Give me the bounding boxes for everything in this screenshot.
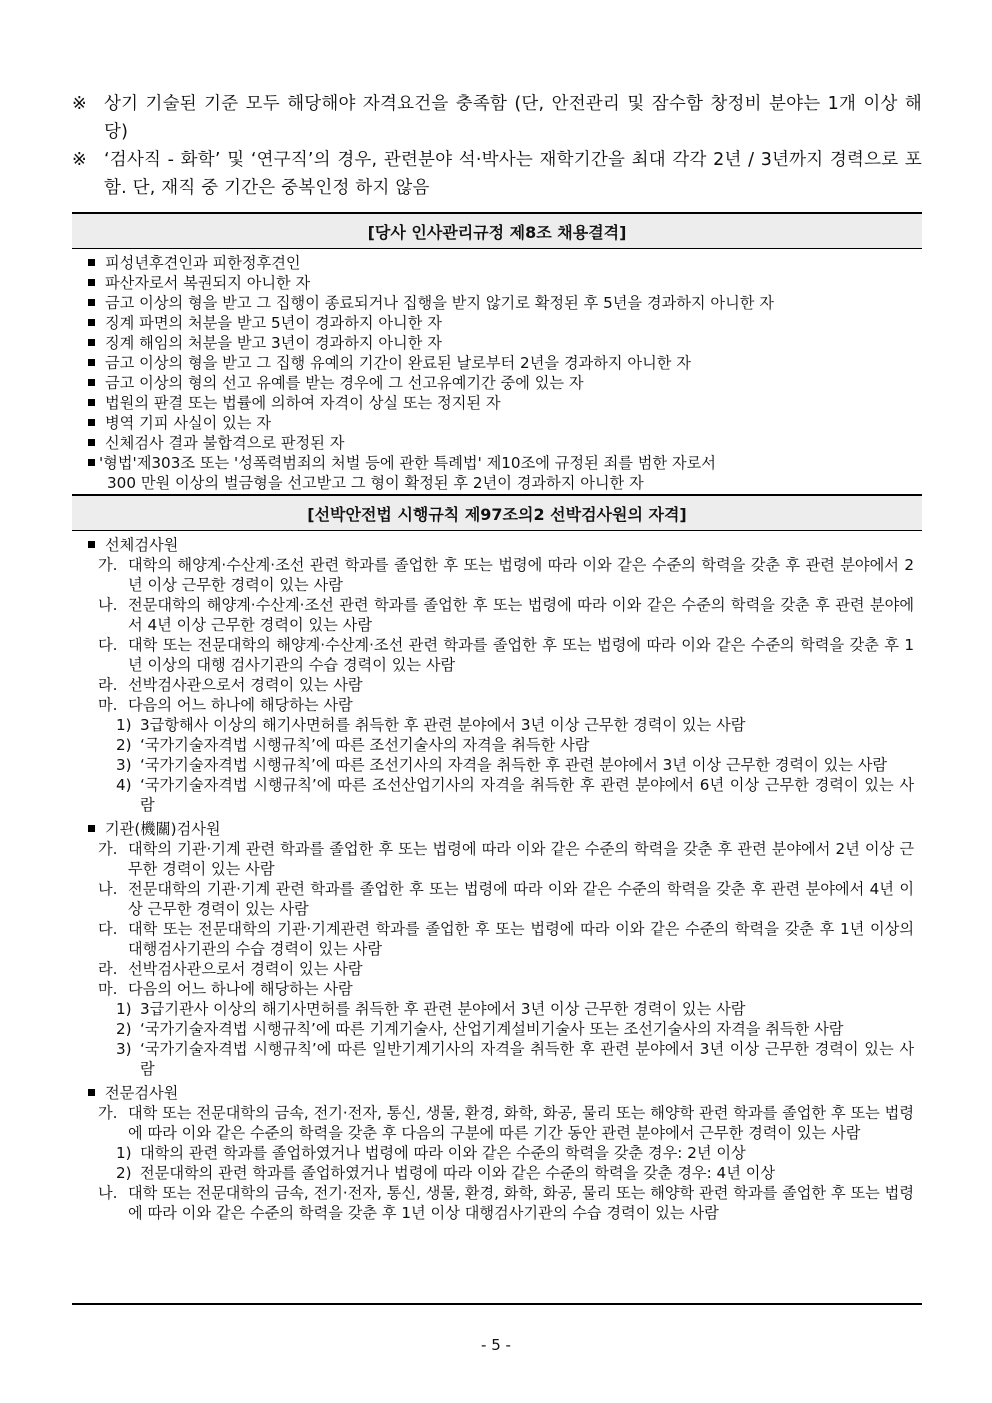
list-item: [86, 253, 922, 273]
sub-item-text: 다음의 어느 하나에 해당하는 사람: [128, 696, 353, 714]
list-item-continuation: 300 만원 이상의 벌금형을 선고받고 그 형이 확정된 후 2년이 경과하지 아니한 자: [107, 474, 644, 492]
list-item-text: 금고 이상의 형을 받고 그 집행 유예의 기간이 완료된 날로부터 2년을 경과하지 아니한 자: [105, 354, 691, 372]
numbered-item-label: 1): [116, 1144, 132, 1162]
square-bullet-icon: [88, 399, 95, 406]
sub-item: [86, 839, 922, 879]
sub-item: [86, 959, 922, 979]
list-item: [86, 293, 922, 313]
sub-item-text: 선박검사관으로서 경력이 있는 사람: [128, 960, 363, 978]
list-item-text: 징계 해임의 처분을 받고 3년이 경과하지 아니한 자: [105, 334, 442, 352]
numbered-item: [86, 1163, 922, 1183]
numbered-item-text: 대학의 관련 학과를 졸업하였거나 법령에 따라 이와 같은 수준의 학력을 갖춘 경우: 2년 이상: [140, 1144, 746, 1162]
sub-item-label: 마.: [98, 696, 118, 714]
qualification-body: [72, 531, 922, 1223]
numbered-item-text: 3급기관사 이상의 해기사면허를 취득한 후 관련 분야에서 3년 이상 근무한 경력이 있는 사람: [140, 1000, 746, 1018]
list-item: [86, 393, 922, 413]
sub-item: [86, 879, 922, 919]
square-bullet-icon: [88, 459, 95, 466]
numbered-item-label: 4): [116, 776, 132, 794]
inspector-group: [72, 531, 922, 815]
square-bullet-icon: [88, 359, 95, 366]
sub-item: [86, 555, 922, 595]
inspector-qualification-section: [72, 494, 922, 1223]
section-title: [당사 인사관리규정 제8조 채용결격]: [72, 212, 922, 249]
notes-block: [72, 90, 922, 202]
group-name: 전문검사원: [105, 1084, 179, 1102]
inspector-group: [72, 815, 922, 1079]
numbered-item: [86, 755, 922, 775]
list-item-text: '형법'제303조 또는 '성폭력범죄의 처벌 등에 관한 특례법' 제10조에 규정된 죄를 범한 자로서: [99, 454, 716, 472]
note-item: [72, 90, 922, 146]
reference-mark: ※: [72, 94, 87, 114]
bottom-divider: [72, 1303, 922, 1305]
sub-item-label: 가.: [98, 840, 118, 858]
sub-item: [86, 1183, 922, 1223]
numbered-item-label: 2): [116, 1164, 132, 1182]
numbered-item-label: 2): [116, 1020, 132, 1038]
list-item-text: 징계 파면의 처분을 받고 5년이 경과하지 아니한 자: [105, 314, 442, 332]
sub-item-label: 나.: [98, 1184, 118, 1202]
sub-item-label: 가.: [98, 1104, 118, 1122]
sub-item-text: 대학 또는 전문대학의 금속, 전기·전자, 통신, 생물, 환경, 화학, 화공, 물리 또는 해양학 관련 학과를 졸업한 후 또는 법령에 따라 이와 같은 수준의 학력을 갖춘 후 1년 이상 대행검사기관의 수습 경력이 있는 사람: [128, 1184, 914, 1222]
sub-item-label: 나.: [98, 596, 118, 614]
list-item: [86, 453, 922, 473]
numbered-item-text: ‘국가기술자격법 시행규칙’에 따른 조선기사의 자격을 취득한 후 관련 분야에서 3년 이상 근무한 경력이 있는 사람: [140, 756, 888, 774]
sub-item-label: 마.: [98, 980, 118, 998]
list-item-text: 금고 이상의 형의 선고 유예를 받는 경우에 그 선고유예기간 중에 있는 자: [105, 374, 584, 392]
numbered-item-label: 3): [116, 1040, 132, 1058]
group-heading: [86, 1083, 922, 1103]
sub-item: [86, 675, 922, 695]
list-item: [86, 313, 922, 333]
numbered-item: [86, 775, 922, 815]
sub-item: [86, 1103, 922, 1143]
sub-item: [86, 695, 922, 715]
numbered-item: [86, 715, 922, 735]
list-item-text: 법원의 판결 또는 법률에 의하여 자격이 상실 또는 정지된 자: [105, 394, 501, 412]
square-bullet-icon: [88, 541, 95, 548]
sub-item: [86, 919, 922, 959]
square-bullet-icon: [88, 339, 95, 346]
list-item: [86, 433, 922, 453]
list-item-text: 피성년후견인과 피한정후견인: [105, 254, 301, 272]
list-item-text: 금고 이상의 형을 받고 그 집행이 종료되거나 집행을 받지 않기로 확정된 후 5년을 경과하지 아니한 자: [105, 294, 774, 312]
numbered-item-label: 3): [116, 756, 132, 774]
numbered-item: [86, 1039, 922, 1079]
group-name: 기관(機關)검사원: [105, 820, 221, 838]
list-item: [86, 353, 922, 373]
sub-item-text: 대학 또는 전문대학의 해양계·수산계·조선 관련 학과를 졸업한 후 또는 법령에 따라 이와 같은 수준의 학력을 갖춘 후 1년 이상의 대행 검사기관의 수습 경력이 있는 사람: [128, 636, 914, 674]
sub-item-label: 다.: [98, 920, 118, 938]
square-bullet-icon: [88, 299, 95, 306]
sub-item-text: 대학의 해양계·수산계·조선 관련 학과를 졸업한 후 또는 법령에 따라 이와 같은 수준의 학력을 갖춘 후 관련 분야에서 2년 이상 근무한 경력이 있는 사람: [128, 556, 914, 594]
list-item-text: 파산자로서 복권되지 아니한 자: [105, 274, 311, 292]
numbered-item-label: 1): [116, 716, 132, 734]
group-name: 선체검사원: [105, 536, 179, 554]
page-number: - 5 -: [481, 1336, 511, 1354]
sub-item-text: 전문대학의 해양계·수산계·조선 관련 학과를 졸업한 후 또는 법령에 따라 이와 같은 수준의 학력을 갖춘 후 관련 분야에서 4년 이상 근무한 경력이 있는 사람: [128, 596, 914, 634]
disqualification-list: [72, 249, 922, 493]
numbered-item-text: ‘국가기술자격법 시행규칙’에 따른 조선기술사의 자격을 취득한 사람: [140, 736, 590, 754]
sub-item: [86, 635, 922, 675]
disqualification-section: [72, 212, 922, 493]
numbered-item-text: ‘국가기술자격법 시행규칙’에 따른 일반기계기사의 자격을 취득한 후 관련 분야에서 3년 이상 근무한 경력이 있는 사람: [140, 1040, 914, 1078]
inspector-group: [72, 1079, 922, 1223]
sub-item-text: 선박검사관으로서 경력이 있는 사람: [128, 676, 363, 694]
sub-item: [86, 979, 922, 999]
numbered-item-text: ‘국가기술자격법 시행규칙’에 따른 기계기술사, 산업기계설비기술사 또는 조선기술사의 자격을 취득한 사람: [140, 1020, 844, 1038]
square-bullet-icon: [88, 825, 95, 832]
numbered-item: [86, 735, 922, 755]
square-bullet-icon: [88, 439, 95, 446]
sub-item-text: 대학의 기관·기계 관련 학과를 졸업한 후 또는 법령에 따라 이와 같은 수준의 학력을 갖춘 후 관련 분야에서 2년 이상 근무한 경력이 있는 사람: [128, 840, 914, 878]
numbered-item-text: 3급항해사 이상의 해기사면허를 취득한 후 관련 분야에서 3년 이상 근무한 경력이 있는 사람: [140, 716, 746, 734]
square-bullet-icon: [88, 1089, 95, 1096]
list-item: [86, 333, 922, 353]
numbered-item: [86, 999, 922, 1019]
sub-item-label: 다.: [98, 636, 118, 654]
numbered-item: [86, 1143, 922, 1163]
section-title: [선박안전법 시행규칙 제97조의2 선박검사원의 자격]: [72, 494, 922, 531]
note-item: [72, 146, 922, 202]
list-item-text: 신체검사 결과 불합격으로 판정된 자: [105, 434, 345, 452]
sub-item-text: 대학 또는 전문대학의 기관·기계관련 학과를 졸업한 후 또는 법령에 따라 이와 같은 수준의 학력을 갖춘 후 1년 이상의 대행검사기관의 수습 경력이 있는 사람: [128, 920, 914, 958]
sub-item-text: 전문대학의 기관·기계 관련 학과를 졸업한 후 또는 법령에 따라 이와 같은 수준의 학력을 갖춘 후 관련 분야에서 4년 이상 근무한 경력이 있는 사람: [128, 880, 914, 918]
square-bullet-icon: [88, 419, 95, 426]
note-text: 상기 기술된 기준 모두 해당해야 자격요건을 충족함 (단, 안전관리 및 잠수함 창정비 분야는 1개 이상 해당): [104, 94, 922, 142]
sub-item-label: 라.: [98, 676, 118, 694]
reference-mark: ※: [72, 150, 87, 170]
list-item-text: 병역 기피 사실이 있는 자: [105, 414, 272, 432]
square-bullet-icon: [88, 319, 95, 326]
group-heading: [86, 819, 922, 839]
sub-item-label: 라.: [98, 960, 118, 978]
list-item: [86, 373, 922, 393]
sub-item-label: 가.: [98, 556, 118, 574]
square-bullet-icon: [88, 279, 95, 286]
sub-item-text: 다음의 어느 하나에 해당하는 사람: [128, 980, 353, 998]
sub-item-label: 나.: [98, 880, 118, 898]
list-item: [86, 413, 922, 433]
group-heading: [86, 535, 922, 555]
list-item: [86, 273, 922, 293]
numbered-item-text: ‘국가기술자격법 시행규칙’에 따른 조선산업기사의 자격을 취득한 후 관련 분야에서 6년 이상 근무한 경력이 있는 사람: [140, 776, 914, 814]
numbered-item-label: 1): [116, 1000, 132, 1018]
numbered-item: [86, 1019, 922, 1039]
sub-item-text: 대학 또는 전문대학의 금속, 전기·전자, 통신, 생물, 환경, 화학, 화공, 물리 또는 해양학 관련 학과를 졸업한 후 또는 법령에 따라 이와 같은 수준의 학력을 갖춘 후 다음의 구분에 따른 기간 동안 관련 분야에서 근무한 경력이 있는 사람: [128, 1104, 914, 1142]
numbered-item-label: 2): [116, 736, 132, 754]
square-bullet-icon: [88, 379, 95, 386]
square-bullet-icon: [88, 259, 95, 266]
sub-item: [86, 595, 922, 635]
numbered-item-text: 전문대학의 관련 학과를 졸업하였거나 법령에 따라 이와 같은 수준의 학력을 갖춘 경우: 4년 이상: [140, 1164, 776, 1182]
note-text: ‘검사직 - 화학’ 및 ‘연구직’의 경우, 관련분야 석·박사는 재학기간을 최대 각각 2년 / 3년까지 경력으로 포함. 단, 재직 중 기간은 중복인정 하지 않음: [104, 150, 922, 198]
